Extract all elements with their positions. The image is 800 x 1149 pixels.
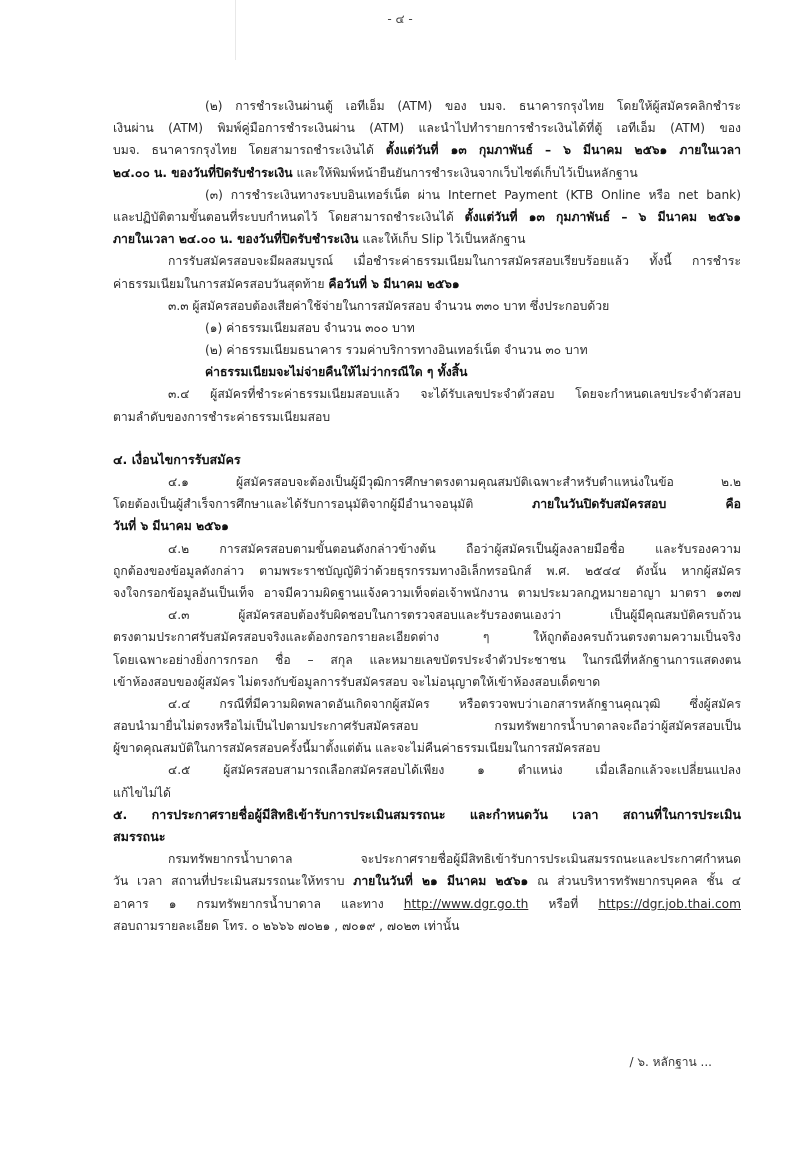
text-segment: กรมทรัพยากรน้ำบาดาล จะประกาศรายชื่อผู้มีสิทธิเข้ารับการประเมินสมรรถนะและประกาศกำหนด xyxy=(168,852,741,867)
section-heading-line xyxy=(113,826,741,848)
text-line xyxy=(113,848,741,870)
bold-text: สมรรถนะ xyxy=(113,829,166,844)
text-line xyxy=(113,893,741,915)
text-segment: สอบนำมายื่นไม่ตรงหรือไม่เป็นไปตามประกาศรับสมัครสอบ กรมทรัพยากรน้ำบาดาลจะถือว่าผู้สมัครสอบเป็น xyxy=(113,719,741,734)
text-line xyxy=(113,117,741,139)
text-segment: ถูกต้องของข้อมูลดังกล่าว ตามพระราชบัญญัติว่าด้วยธุรกรรมทางอิเล็กทรอนิกส์ พ.ศ. ๒๕๔๔ ดังนั้น หากผู้สมัคร xyxy=(113,563,741,578)
text-line xyxy=(113,162,741,184)
text-segment: ตามลำดับของการชำระค่าธรรมเนียมสอบ xyxy=(113,409,331,424)
text-segment: ๓.๓ ผู้สมัครสอบต้องเสียค่าใช้จ่ายในการสมัครสอบ จำนวน ๓๓๐ บาท ซึ่งประกอบด้วย xyxy=(168,298,610,313)
text-segment: (๒) การชำระเงินผ่านตู้ เอทีเอ็ม (ATM) ของ บมจ. ธนาคารกรุงไทย โดยให้ผู้สมัครคลิกชำระ xyxy=(205,99,741,113)
text-line xyxy=(113,915,741,937)
text-segment: ๓.๔ ผู้สมัครที่ชำระค่าธรรมเนียมสอบแล้ว จะได้รับเลขประจำตัวสอบ โดยจะกำหนดเลขประจำตัวสอบ xyxy=(168,387,741,402)
scan-artifact xyxy=(235,0,236,60)
text-line xyxy=(113,339,741,361)
text-segment: ๔.๕ ผู้สมัครสอบสามารถเลือกสมัครสอบได้เพียง ๑ ตำแหน่ง เมื่อเลือกแล้วจะเปลี่ยนแปลง xyxy=(168,763,741,778)
text-line xyxy=(113,759,741,781)
bold-text: ค่าธรรมเนียมจะไม่จ่ายคืนให้ไม่ว่ากรณีใด ๆ ทั้งสิ้น xyxy=(205,365,468,380)
section-heading-line xyxy=(113,804,741,826)
text-segment: จงใจกรอกข้อมูลอันเป็นเท็จ อาจมีความผิดฐานแจ้งความเท็จต่อเจ้าพนักงาน ตามประมวลกฎหมายอาญา มาตรา ๑๓๗ xyxy=(113,585,741,600)
text-segment: ค่าธรรมเนียมในการสมัครสอบวันสุดท้าย xyxy=(113,276,329,291)
text-line xyxy=(113,139,741,161)
text-segment: เงินผ่าน (ATM) พิมพ์คู่มือการชำระเงินผ่าน (ATM) และนำไปทำรายการชำระเงินได้ที่ตู้ เอทีเอ็ม (ATM) ของ xyxy=(113,121,741,136)
text-segment: อาคาร ๑ กรมทรัพยากรน้ำบาดาล และทาง xyxy=(113,896,404,911)
text-segment: สอบถามรายละเอียด โทร. ๐ ๒๖๖๖ ๗๐๒๑ , ๗๐๑๙ , ๗๐๒๓ เท่านั้น xyxy=(113,918,460,933)
bold-text: ตั้งแต่วันที่ ๑๓ กุมภาพันธ์ – ๖ มีนาคม ๒๕๖๑ ภายในเวลา xyxy=(385,143,741,158)
text-segment: โดยต้องเป็นผู้สำเร็จการศึกษาและได้รับการอนุมัติจากผู้มีอำนาจอนุมัติ xyxy=(113,497,533,512)
text-line xyxy=(113,471,741,493)
text-line xyxy=(113,737,741,759)
text-segment: (๑) ค่าธรรมเนียมสอบ จำนวน ๓๐๐ บาท xyxy=(205,320,415,335)
bold-text: ๔. เงื่อนไขการรับสมัคร xyxy=(113,451,241,467)
text-segment: (๒) ค่าธรรมเนียมธนาคาร รวมค่าบริการทางอินเทอร์เน็ต จำนวน ๓๐ บาท xyxy=(205,343,588,358)
text-line xyxy=(113,604,741,626)
text-line xyxy=(113,361,741,383)
bold-text: ตั้งแต่วันที่ ๑๓ กุมภาพันธ์ – ๖ มีนาคม ๒๕๖๑ xyxy=(464,209,742,224)
text-segment: หรือที่ xyxy=(528,896,599,911)
text-segment: บมจ. ธนาคารกรุงไทย โดยสามารถชำระเงินได้ xyxy=(113,143,386,158)
text-segment: ๔.๔ กรณีที่มีความผิดพลาดอันเกิดจากผู้สมัคร หรือตรวจพบว่าเอกสารหลักฐานคุณวุฒิ ซึ่งผู้สมัคร xyxy=(168,696,741,711)
text-line xyxy=(113,582,741,604)
text-segment: และให้พิมพ์หน้ายืนยันการชำระเงินจากเว็บไซต์เก็บไว้เป็นหลักฐาน xyxy=(292,165,638,180)
text-line xyxy=(113,406,741,428)
text-line xyxy=(113,671,741,693)
text-line xyxy=(113,228,741,250)
text-line xyxy=(113,782,741,804)
text-line xyxy=(113,206,741,228)
text-segment: แก้ไขไม่ได้ xyxy=(113,785,171,800)
text-line xyxy=(113,649,741,671)
website-link[interactable]: http://www.dgr.go.th xyxy=(403,896,529,911)
text-line xyxy=(113,383,741,405)
bold-text: คือวันที่ ๖ มีนาคม ๒๕๖๑ xyxy=(328,276,460,291)
continuation-note: / ๖. หลักฐาน ... xyxy=(629,1055,712,1069)
page-number: - ๔ - xyxy=(387,12,413,26)
text-segment: ๔.๑ ผู้สมัครสอบจะต้องเป็นผู้มีวุฒิการศึกษาตรงตามคุณสมบัติเฉพาะสำหรับตำแหน่งในข้อ ๒.๒ xyxy=(168,475,741,489)
text-line xyxy=(113,295,741,317)
text-line xyxy=(113,184,741,206)
text-line xyxy=(113,250,741,272)
website-link[interactable]: https://dgr.job.thai.com xyxy=(598,896,741,911)
text-segment: การรับสมัครสอบจะมีผลสมบูรณ์ เมื่อชำระค่าธรรมเนียมในการสมัครสอบเรียบร้อยแล้ว ทั้งนี้ การชำระ xyxy=(168,254,741,269)
document-body xyxy=(113,95,741,937)
text-segment: ณ ส่วนบริหารทรัพยากรบุคคล ชั้น ๔ xyxy=(528,874,742,889)
text-line xyxy=(113,317,741,339)
text-line xyxy=(113,693,741,715)
text-segment: เข้าห้องสอบของผู้สมัคร ไม่ตรงกับข้อมูลการรับสมัครสอบ จะไม่อนุญาตให้เข้าห้องสอบเด็ดขาด xyxy=(113,674,601,689)
text-segment: ๔.๒ การสมัครสอบตามขั้นตอนดังกล่าวข้างต้น ถือว่าผู้สมัครเป็นผู้ลงลายมือชื่อ และรับรองความ xyxy=(168,541,741,556)
text-segment: ตรงตามประกาศรับสมัครสอบจริงและต้องกรอกรายละเอียดต่าง ๆ ให้ถูกต้องครบถ้วนตรงตามความเป็นจริง xyxy=(113,630,741,645)
text-line xyxy=(113,538,741,560)
text-segment: (๓) การชำระเงินทางระบบอินเทอร์เน็ต ผ่าน Internet Payment (KTB Online หรือ net bank) xyxy=(205,187,741,202)
bold-text: ภายในวันที่ ๒๑ มีนาคม ๒๕๖๑ xyxy=(353,874,529,889)
text-line xyxy=(113,560,741,582)
section-heading-line xyxy=(113,449,741,471)
text-line xyxy=(113,715,741,737)
text-segment: โดยเฉพาะอย่างยิ่งการกรอก ชื่อ – สกุล และหมายเลขบัตรประจำตัวประชาชน ในกรณีที่หลักฐานการแสดงตน xyxy=(113,652,741,667)
text-line xyxy=(113,626,741,648)
bold-text: วันที่ ๖ มีนาคม ๒๕๖๑ xyxy=(113,519,229,534)
text-line xyxy=(113,493,741,515)
bold-text: ภายในเวลา ๒๔.๐๐ น. ของวันที่ปิดรับชำระเงิน xyxy=(113,232,359,247)
text-segment: ผู้ขาดคุณสมบัติในการสมัครสอบครั้งนี้มาตั้งแต่ต้น และจะไม่คืนค่าธรรมเนียมในการสมัครสอบ xyxy=(113,741,601,756)
text-line xyxy=(113,515,741,537)
text-segment: และปฏิบัติตามขั้นตอนที่ระบบกำหนดไว้ โดยสามารถชำระเงินได้ xyxy=(113,209,465,224)
text-line xyxy=(113,870,741,892)
text-segment: วัน เวลา สถานที่ประเมินสมรรถนะให้ทราบ xyxy=(113,874,354,889)
bold-text: ๒๔.๐๐ น. ของวันที่ปิดรับชำระเงิน xyxy=(113,165,293,180)
bold-text: ๕. การประกาศรายชื่อผู้มีสิทธิเข้ารับการประเมินสมรรถนะ และกำหนดวัน เวลา สถานที่ในการประเมิน xyxy=(113,806,741,822)
text-segment: ๔.๓ ผู้สมัครสอบต้องรับผิดชอบในการตรวจสอบและรับรองตนเองว่า เป็นผู้มีคุณสมบัติครบถ้วน xyxy=(168,608,741,623)
bold-text: ภายในวันปิดรับสมัครสอบ คือ xyxy=(532,497,741,512)
text-line xyxy=(113,273,741,295)
text-line xyxy=(113,95,741,117)
text-segment: และให้เก็บ Slip ไว้เป็นหลักฐาน xyxy=(358,232,526,247)
